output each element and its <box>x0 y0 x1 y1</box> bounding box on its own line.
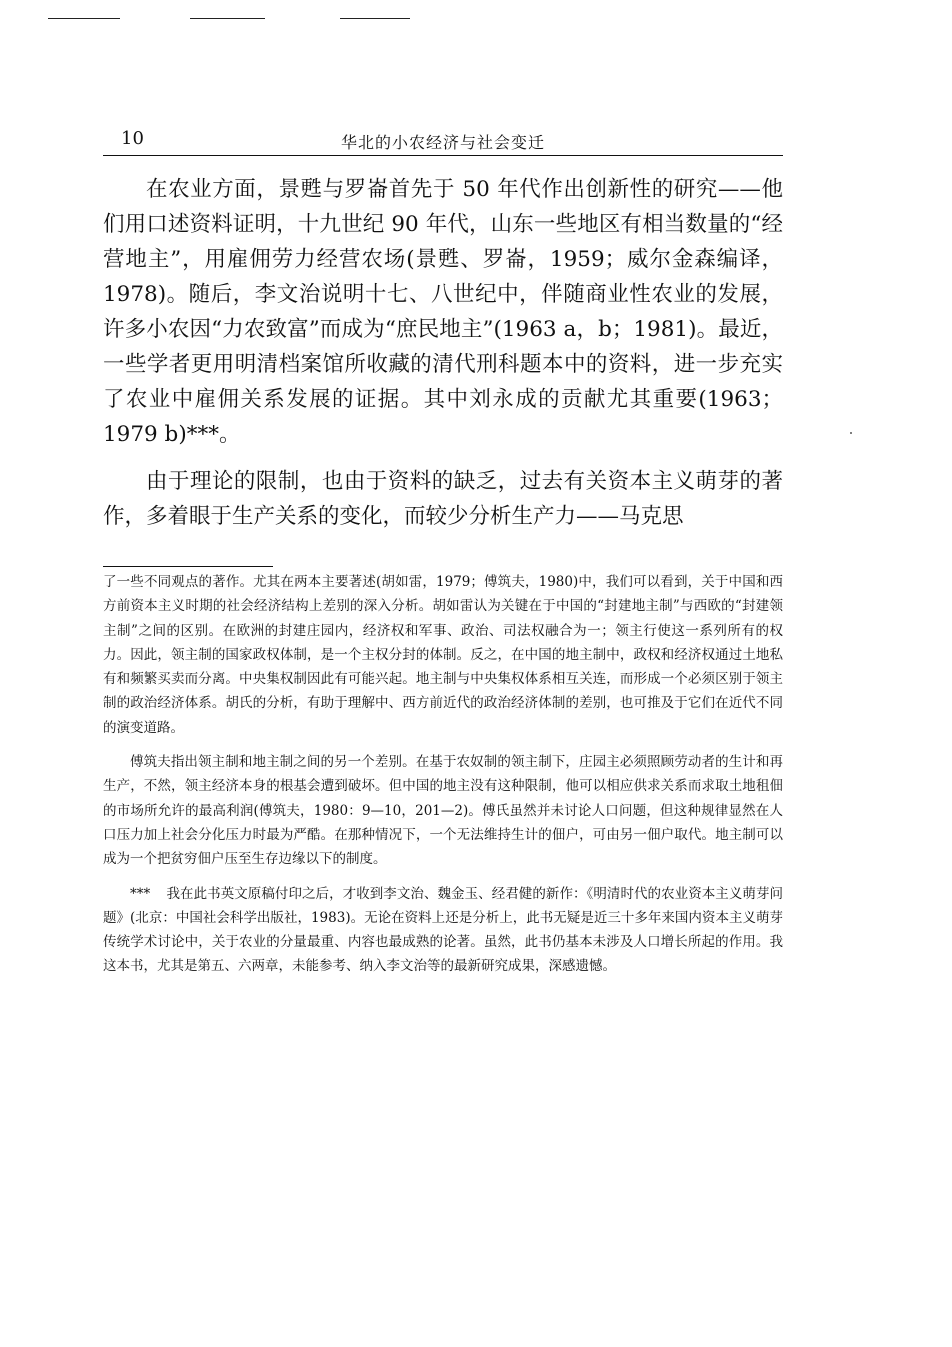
page-number: 10 <box>121 128 144 149</box>
footnote-marker: *** <box>130 885 151 902</box>
scan-mark-line <box>48 18 120 19</box>
body-paragraph: 由于理论的限制，也由于资料的缺乏，过去有关资本主义萌芽的著作，多着眼于生产关系的变化，而较少分析生产力——马克思 <box>103 469 783 529</box>
footnote-continuation: 傅筑夫指出领主制和地主制之间的另一个差别。在基于农奴制的领主制下，庄园主必须照顾劳动者的生计和再生产，不然，领主经济本身的根基会遭到破坏。但中国的地主没有这种限制，他可以相应供求关系而求取土地租佃的市场所允许的最高利润(傅筑夫，1980：9—10，201—2)。傅氏虽然并未讨论人口问题，但这种规律显然在人口压力加上社会分化压力时最为严酷。在那种情况下，一个无法维持生计的佃户，可由另一佃户取代。地主制可以成为一个把贫穷佃户压至生存边缘以下的制度。 <box>103 754 783 868</box>
footnotes <box>103 570 783 989</box>
footnote-separator <box>103 566 273 567</box>
scan-mark-line <box>340 18 410 19</box>
footnote-text: 我在此书英文原稿付印之后，才收到李文治、魏金玉、经君健的新作：《明清时代的农业资本主义萌芽问题》(北京：中国社会科学出版社，1983)。无论在资料上还是分析上，此书无疑是近三十多年来国内资本主义萌芽传统学术讨论中，关于农业的分量最重、内容也最成熟的论著。虽然，此书仍基本未涉及人口增长所起的作用。我这本书，尤其是第五、六两章，未能参考、纳入李文治等的最新研究成果，深感遗憾。 <box>103 885 783 975</box>
footnote <box>103 882 783 979</box>
running-title: 华北的小农经济与社会变迁 <box>340 133 545 152</box>
body-text <box>103 172 783 546</box>
header-rule <box>103 155 783 157</box>
scan-speck <box>850 432 852 434</box>
body-paragraph: 在农业方面，景甦与罗崙首先于 50 年代作出创新性的研究——他们用口述资料证明，十九世纪 90 年代，山东一些地区有相当数量的“经营地主”，用雇佣劳力经营农场(景甦、罗崙，1959；威尔金森编译，1978)。随后，李文治说明十七、八世纪中，伴随商业性农业的发展，许多小农因“力农致富”而成为“庶民地主”(1963 a，b；1981)。最近，一些学者更用明清档案馆所收藏的清代刑科题本中的资料，进一步充实了农业中雇佣关系发展的证据。其中刘永成的贡献尤其重要(1963；1979 b)***。 <box>103 177 783 447</box>
footnote-continuation: 了一些不同观点的著作。尤其在两本主要著述(胡如雷，1979；傅筑夫，1980)中，我们可以看到，关于中国和西方前资本主义时期的社会经济结构上差别的深入分析。胡如雷认为关键在于中国的“封建地主制”与西欧的“封建领主制”之间的区别。在欧洲的封建庄园内，经济权和军事、政治、司法权融合为一；领主行使这一系列所有的权力。因此，领主制的国家政权体制，是一个主权分封的体制。反之，在中国的地主制中，政权和经济权通过土地私有和频繁买卖而分离。中央集权制因此有可能兴起。地主制与中央集权体系相互关连，而形成一个必须区别于领主制的政治经济体系。胡氏的分析，有助于理解中、西方前近代的政治经济体制的差别，也可推及于它们在近代不同的演变道路。 <box>103 574 783 736</box>
scan-mark-line <box>190 18 265 19</box>
page-header <box>103 122 783 156</box>
